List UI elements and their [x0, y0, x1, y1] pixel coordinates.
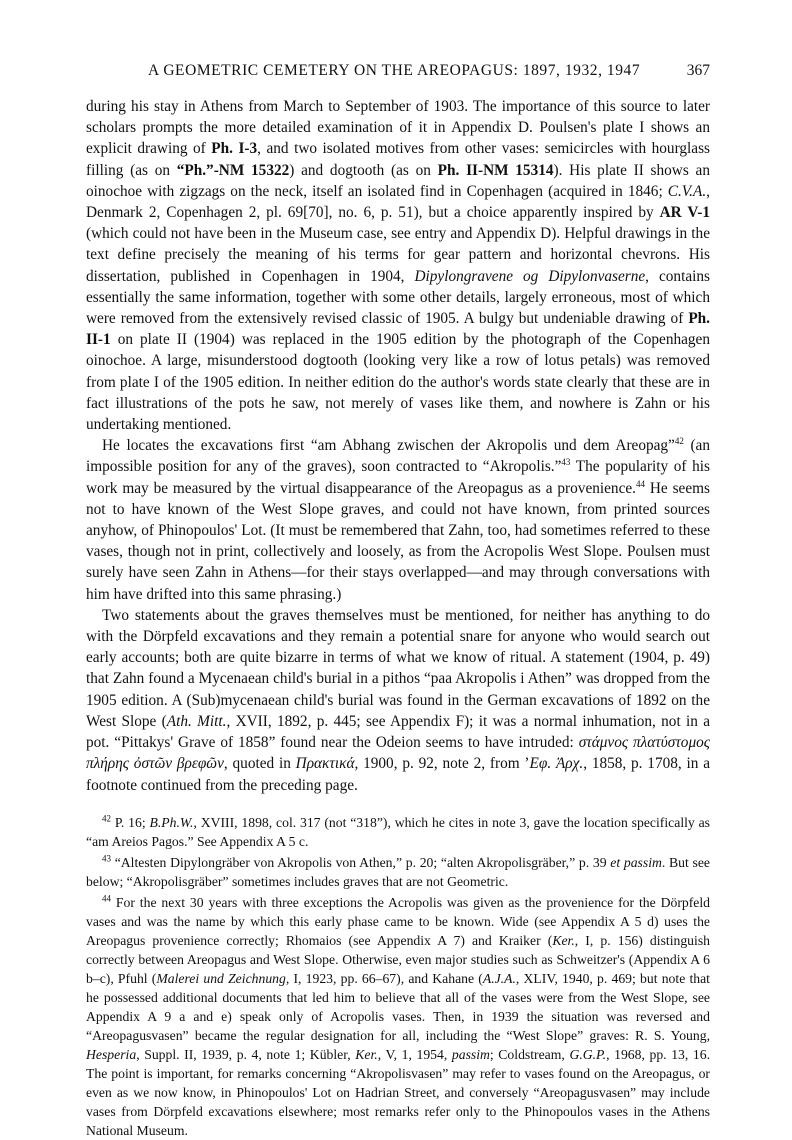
page-header — [86, 62, 710, 86]
text-run: , 1900, p. 92, note 2, from ’ — [354, 755, 530, 773]
text-run: Ph. I-3 — [211, 140, 258, 158]
text-run: He seems not to have known of the West Slope graves, and could not have known, from printed sources anyhow, of Phinopoulos' Lot. (It must be remembered that Zahn, too, had sometimes referred to these vases, though not in print, collectively and loosely, as from the Acropolis West Slope. Poulsen must surely have seen Zahn in Athens—for their stays overlapped—and may through conversations with him have drifted into this same phrasing.) — [86, 479, 710, 603]
footnote-42 — [86, 813, 710, 851]
text-run: , I, 1923, pp. 66–67), and Kahane ( — [285, 970, 483, 986]
text-run: Ath. Mitt. — [166, 712, 227, 730]
text-run: Two statements about the graves themselves must be mentioned, for neither has anything to do with the Dörpfeld excavations and they remain a potential snare for anyone who would search out early accounts; both are quite bizarre in terms of what we know of ritual. A statement (1904, p. 49) that Zahn found a Mycenaean child's burial in a pithos “paa Akropolis i Athen” was dropped from the 1905 edition. A (Sub)mycenaean child's burial was found in the German excavations of 1892 on the West Slope ( — [86, 606, 710, 730]
text-run: Ph. II-1 — [86, 310, 710, 349]
text-run: on plate II (1904) was replaced in the 1905 edition by the photograph of the Copenhagen oinochoe. A large, misunderstood dogtooth (looking very like a row of lotus petals) was removed from plate I of the 1905 edition. In neither edition do the author's words state clearly that these are in fact illustrations of the pots he saw, not merely of vases like them, and nowhere is Zahn or his undertaking mentioned. — [86, 331, 710, 434]
text-run: , XVII, 1892, p. 445; see Appendix F); it was a normal inhumation, not in a pot. “Pittakys' Grave of 1858” found near the Odeion seems to have intruded: — [86, 712, 710, 752]
footnote-number: 42 — [102, 813, 111, 824]
text-run: AR V-1 — [659, 204, 711, 222]
journal-page — [86, 62, 710, 1140]
footnote-reference: 42 — [674, 436, 684, 447]
text-run: Ker. — [355, 1046, 378, 1062]
text-run: Πρακτικά — [295, 755, 355, 773]
text-run: For the next 30 years with three exceptions the Acropolis was given as the provenience for the Dörpfeld vases and was the name by which this early phase came to be known. Wide (see Appendix A 5 d) uses the Areopagus provenience correctly; Rhomaios (see Appendix A 7) and Kraiker ( — [86, 894, 710, 948]
text-run: , quoted in — [223, 755, 296, 773]
text-run: B.Ph.W. — [149, 814, 194, 830]
body-text — [86, 96, 710, 796]
text-run: Hesperia — [86, 1046, 137, 1062]
text-run: passim — [451, 1046, 490, 1062]
text-run: “Ph.”-NM 15322 — [176, 161, 290, 179]
footnote-reference: 43 — [561, 457, 571, 468]
text-run: (an impossible position for any of the graves), soon contracted to “Akropolis.” — [86, 437, 710, 476]
text-run: Ker. — [552, 932, 575, 948]
footnote-44 — [86, 893, 710, 1140]
text-run: et passim — [610, 854, 662, 870]
footnote-number: 43 — [102, 853, 111, 864]
text-run: , V, 1, 1954, — [377, 1046, 452, 1062]
footnote-number: 44 — [102, 893, 111, 904]
page-number: 367 — [686, 62, 710, 79]
text-run: ). His plate II shows an oinochoe with zigzags on the neck, itself an isolated find in Copenhagen (acquired in 1846; — [86, 161, 710, 200]
text-run: A.J.A. — [482, 970, 516, 986]
text-run: “Altesten Dipylongräber von Akropolis von Athen,” p. 20; “alten Akropolisgräber,” p. 39 — [111, 854, 611, 870]
text-run: Dipylongravene og Dipylonvaserne — [414, 267, 646, 285]
text-run: ) and dogtooth (as on — [289, 161, 438, 179]
text-run: , Denmark 2, Copenhagen 2, pl. 69[70], no. 6, p. 51), but a choice apparently inspired by — [86, 182, 710, 222]
text-run: (which could not have been in the Museum case, see entry and Appendix D). Helpful drawings in the text define precisely the meaning of his terms for gear pattern and horizontal chevrons. His dissertation, published in Copenhagen in 1904, — [86, 225, 710, 285]
text-run: , 1858, p. 1708, in a footnote continued from the preceding page. — [86, 755, 710, 794]
text-run: . But see below; “Akropolisgräber” sometimes includes graves that are not Geometric. — [86, 854, 711, 889]
text-run: during his stay in Athens from March to September of 1903. The importance of this source to later scholars prompts the more detailed examination of it in Appendix D. Poulsen's plate I shows an explicit drawing of — [86, 98, 710, 158]
text-run: , I, p. 156) distinguish correctly between Areopagus and West Slope. Otherwise, even major studies such as Schweitzer's (Appendix A 6 b–c), Pfuhl ( — [86, 932, 711, 986]
text-run: Εφ. Ἀρχ. — [529, 755, 584, 773]
text-run: Malerei und Zeichnung — [156, 970, 286, 986]
text-run: ; Coldstream, — [489, 1046, 570, 1062]
text-run: , XLIV, 1940, p. 469; but note that he possessed additional documents that led him to believe that all of the vases were from the West Slope, see Appendix A 9 a and e) speak only of Acropolis vases. Then, in 1939 the situation was reversed and “Areopagusvasen” became the regular designation for all, including the “West Slope” graves: R. S. Young, — [86, 970, 710, 1043]
text-run: , XVIII, 1898, col. 317 (not “318”), which he cites in note 3, gave the location specifically as “am Areios Pagos.” See Appendix A 5 c. — [86, 814, 710, 849]
paragraph-3 — [86, 605, 710, 796]
text-run: G.G.P. — [569, 1046, 607, 1062]
paragraph-2 — [86, 435, 710, 605]
text-run: , 1968, pp. 13, 16. The point is important, for remarks concerning “Akropolisvasen” may refer to vases found on the Areopagus, or even as we now know, in Phinopoulos' Lot on Hadrian Street, and conversely “Areopagusvasen” may include vases from Dörpfeld excavations elsewhere; most remarks refer only to the Phinopoulos vases in the Athens National Museum. — [86, 1046, 710, 1138]
text-run: , contains essentially the same information, together with some other details, largely erroneous, most of which were removed from the extensively revised classic of 1905. A bulgy but undeniable drawing of — [86, 267, 710, 328]
text-run: , and two isolated motives from other vases: semicircles with hourglass filling (as on — [86, 140, 710, 179]
text-run: , Suppl. II, 1939, p. 4, note 1; Kübler, — [136, 1046, 356, 1062]
paragraph-1 — [86, 96, 710, 435]
footnote-43 — [86, 853, 710, 891]
text-run: Ph. II-NM 15314 — [437, 161, 554, 179]
footnotes — [86, 813, 710, 1140]
text-run: The popularity of his work may be measured by the virtual disappearance of the Areopagus as a provenience. — [86, 458, 710, 497]
text-run: στάμνος πλατύστομος πλήρης ὀστῶν βρεφῶν — [86, 734, 710, 773]
text-run: He locates the excavations first “am Abhang zwischen der Akropolis und dem Areopag” — [102, 437, 675, 455]
text-run: C.V.A. — [667, 182, 707, 200]
footnote-reference: 44 — [635, 478, 645, 489]
text-run: P. 16; — [111, 814, 150, 830]
running-title: A GEOMETRIC CEMETERY ON THE AREOPAGUS: 1897, 1932, 1947 — [148, 62, 641, 79]
